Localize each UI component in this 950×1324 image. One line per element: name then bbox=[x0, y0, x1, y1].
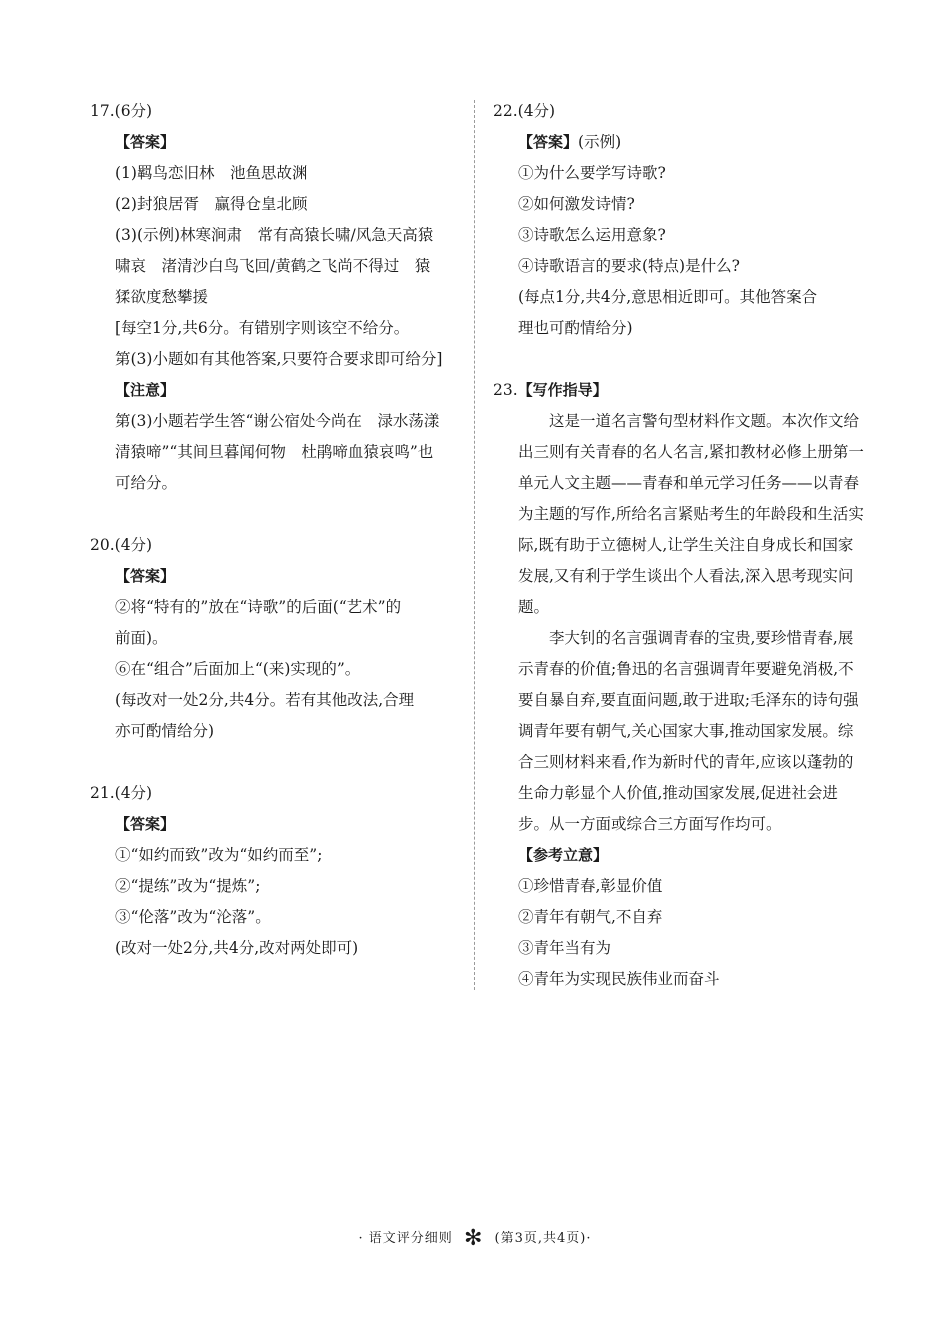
answer-lines bbox=[90, 158, 468, 375]
text-line: ①珍惜青春,彰显价值 bbox=[518, 877, 663, 895]
question-23 bbox=[493, 375, 865, 995]
text-line: 亦可酌情给分) bbox=[115, 722, 215, 740]
answer-tag: 【答案】 bbox=[115, 815, 176, 833]
page-footer bbox=[0, 1226, 950, 1251]
text-line: (改对一处2分,共4分,改对两处即可) bbox=[115, 939, 359, 957]
text-line: ③青年当有为 bbox=[518, 939, 612, 957]
asterisk-icon: ✻ bbox=[463, 1226, 484, 1251]
footer-doc-title: · 语文评分细则 bbox=[358, 1231, 453, 1246]
left-column bbox=[90, 96, 468, 964]
question-heading: 22.(4分) bbox=[493, 102, 556, 120]
text-line: 第(3)小题如有其他答案,只要符合要求即可给分] bbox=[115, 350, 443, 368]
guide-paragraph-2: 李大钊的名言强调青春的宝贵,要珍惜青春,展示青春的价值;鲁迅的名言强调青年要避免消极,不要自暴自弃,要直面问题,敢于进取;毛泽东的诗句强调青年要有朝气,关心国家大事,推动国家发展。综合三则材料来看,作为新时代的青年,应该以蓬勃的生命力彰显个人价值,推动国家发展,促进社会进步。从一方面或综合三方面写作均可。 bbox=[518, 629, 859, 833]
text-line: (3)(示例)林寒涧肃 常有高猿长啸/风急天高猿 bbox=[115, 226, 434, 244]
note-tag: 【注意】 bbox=[115, 381, 176, 399]
text-line: 啸哀 渚清沙白鸟飞回/黄鹤之飞尚不得过 猿 bbox=[115, 257, 431, 275]
question-heading: 20.(4分) bbox=[90, 536, 153, 554]
reference-tag: 【参考立意】 bbox=[518, 846, 609, 864]
guide-paragraph-1: 这是一道名言警句型材料作文题。本次作文给出三则有关青春的名人名言,紧扣教材必修上册第一单元人文主题——青春和单元学习任务——以青春为主题的写作,所给名言紧贴考生的年龄段和生活实际,既有助于立德树人,让学生关注自身成长和国家发展,又有利于学生谈出个人看法,深入思考现实问题。 bbox=[518, 412, 864, 616]
text-line: 理也可酌情给分) bbox=[518, 319, 633, 337]
writing-guide-tag: 【写作指导】 bbox=[517, 381, 608, 399]
text-line: ④青年为实现民族伟业而奋斗 bbox=[518, 970, 720, 988]
text-line: ②青年有朝气,不自弃 bbox=[518, 908, 663, 926]
text-line: ②“提练”改为“提炼”; bbox=[115, 877, 261, 895]
question-heading: 23. bbox=[493, 381, 518, 399]
note-lines bbox=[90, 406, 468, 499]
text-line: (每点1分,共4分,意思相近即可。其他答案合 bbox=[518, 288, 818, 306]
text-line: [每空1分,共6分。有错别字则该空不给分。 bbox=[115, 319, 410, 337]
text-line: ④诗歌语言的要求(特点)是什么? bbox=[518, 257, 740, 275]
text-line: (1)羁鸟恋旧林 池鱼思故渊 bbox=[115, 164, 308, 182]
question-heading: 21.(4分) bbox=[90, 784, 153, 802]
answer-tag: 【答案】 bbox=[115, 567, 176, 585]
question-21 bbox=[90, 778, 468, 964]
text-line: 第(3)小题若学生答“谢公宿处今尚在 渌水荡漾 bbox=[115, 412, 440, 430]
text-line: ①“如约而致”改为“如约而至”; bbox=[115, 846, 323, 864]
column-divider bbox=[474, 100, 475, 990]
text-line: ⑥在“组合”后面加上“(来)实现的”。 bbox=[115, 660, 361, 678]
text-line: 前面)。 bbox=[115, 629, 168, 647]
text-line: ③“伦落”改为“沦落”。 bbox=[115, 908, 271, 926]
question-17 bbox=[90, 96, 468, 499]
footer-page-number: (第3页,共4页)· bbox=[494, 1231, 592, 1246]
text-line: 可给分。 bbox=[115, 474, 178, 492]
question-heading-row bbox=[493, 375, 865, 406]
text-line: (每改对一处2分,共4分。若有其他改法,合理 bbox=[115, 691, 415, 709]
text-line: 猱欲度愁攀援 bbox=[115, 288, 209, 306]
answer-lines bbox=[90, 840, 468, 964]
right-column bbox=[493, 96, 865, 995]
question-heading: 17.(6分) bbox=[90, 102, 153, 120]
text-line: ②如何激发诗情? bbox=[518, 195, 635, 213]
text-line: 清猿啼”“其间旦暮闻何物 杜鹃啼血猿哀鸣”也 bbox=[115, 443, 434, 461]
question-20 bbox=[90, 530, 468, 747]
answer-tag: 【答案】 bbox=[115, 133, 176, 151]
answer-tag: 【答案】 bbox=[518, 133, 579, 151]
question-22 bbox=[493, 96, 865, 344]
answer-suffix: (示例) bbox=[578, 133, 622, 151]
reference-lines bbox=[493, 871, 865, 995]
text-line: ②将“特有的”放在“诗歌”的后面(“艺术”的 bbox=[115, 598, 402, 616]
answer-tag-row bbox=[493, 127, 865, 158]
answer-lines bbox=[90, 592, 468, 747]
text-line: ③诗歌怎么运用意象? bbox=[518, 226, 666, 244]
text-line: ①为什么要学写诗歌? bbox=[518, 164, 666, 182]
text-line: (2)封狼居胥 赢得仓皇北顾 bbox=[115, 195, 308, 213]
answer-lines bbox=[493, 158, 865, 344]
